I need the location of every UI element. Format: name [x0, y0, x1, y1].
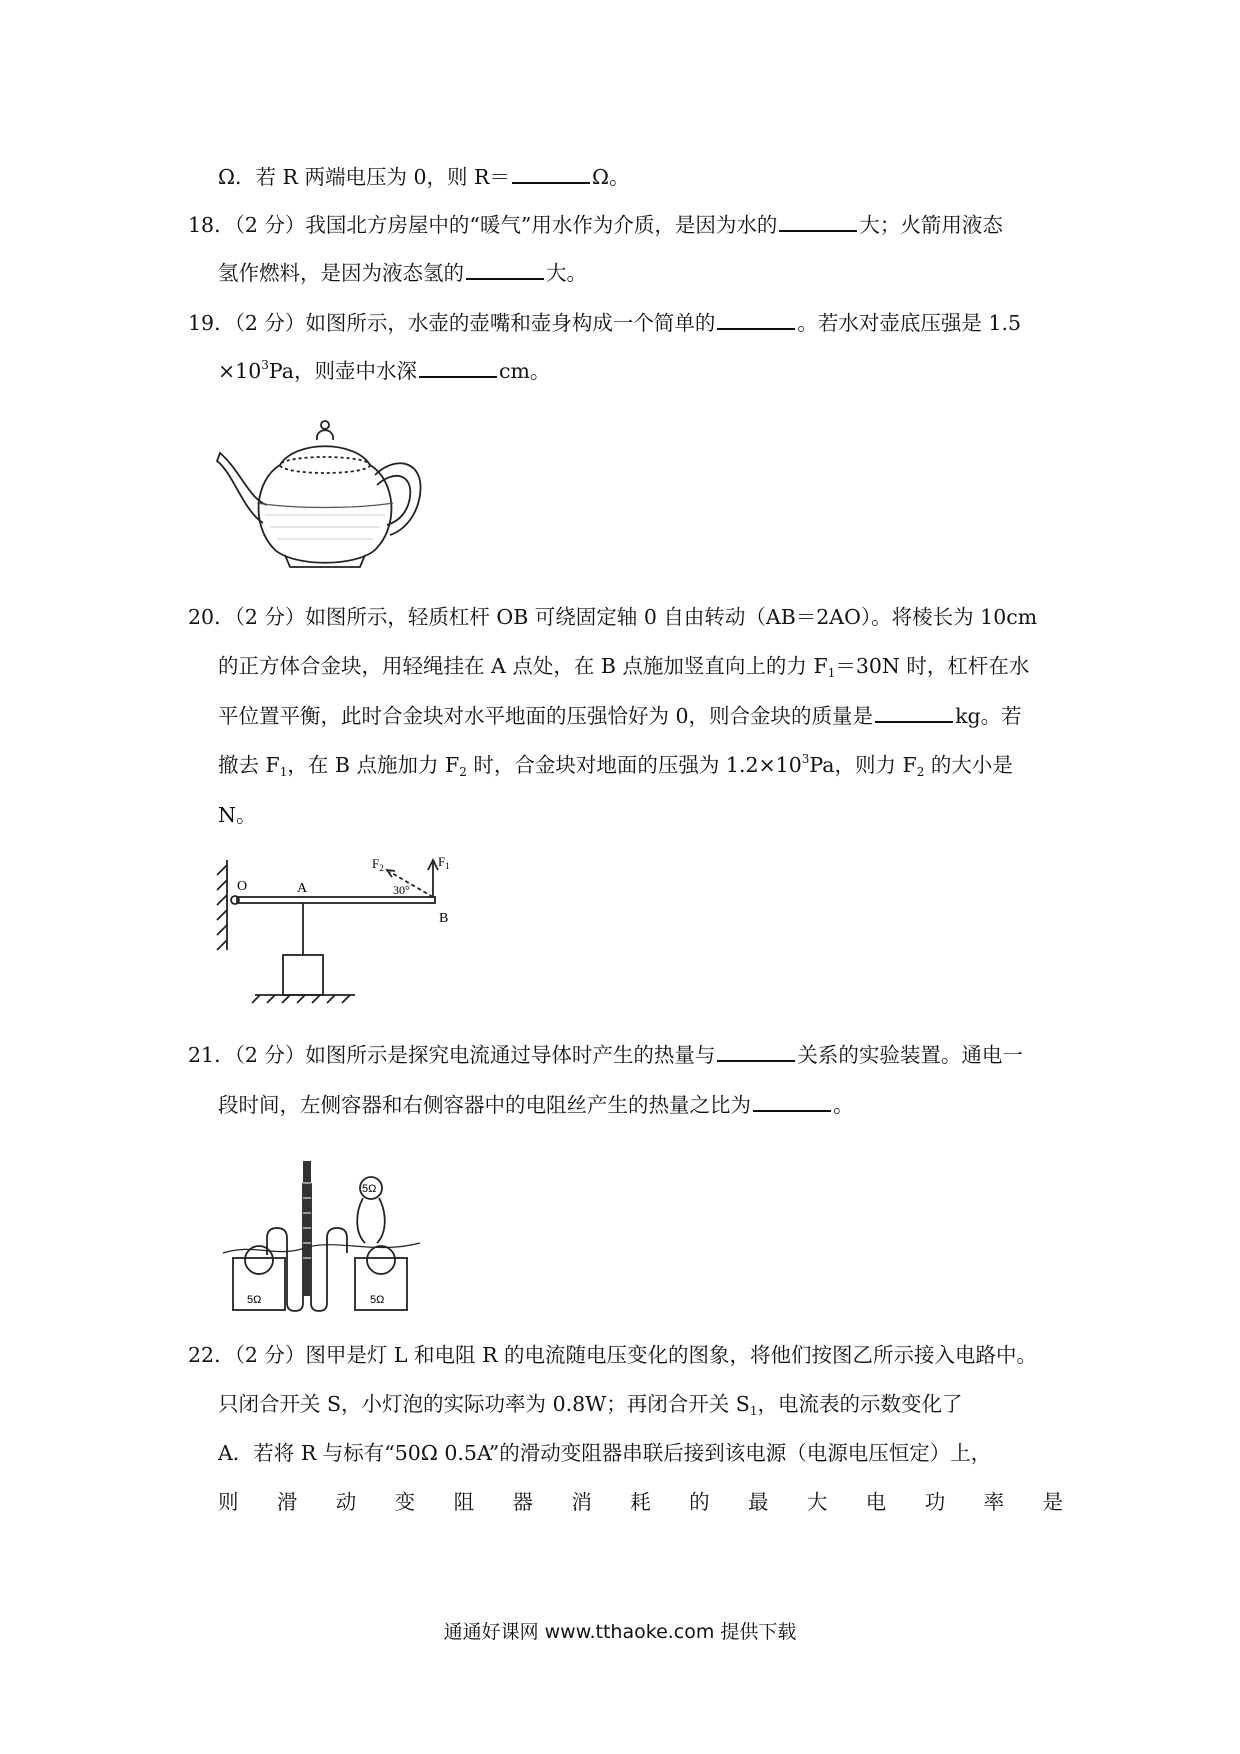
left-resistor-label: 5Ω	[247, 1294, 262, 1306]
joule-heating-drawing	[215, 1143, 425, 1313]
q21-text: 如图所示是探究电流通过导体时产生的热量与	[305, 1043, 716, 1067]
q21-line1	[188, 1040, 1023, 1070]
q19-text: ×10	[218, 359, 262, 383]
q19-text: 。若水对壶底压强是 1.5	[797, 311, 1022, 335]
q20-subscript: 1	[279, 765, 288, 779]
q22-char: 最	[748, 1490, 769, 1514]
q20-text: Pa，则力 F	[809, 753, 917, 777]
lever-figure	[215, 850, 465, 1010]
label-angle: 30°	[393, 883, 410, 897]
q20-line2	[218, 651, 1029, 681]
water-line	[257, 503, 393, 508]
q20-line1	[188, 602, 1037, 632]
q22-char: 滑	[276, 1490, 298, 1514]
q18-text: 氢作燃料，是因为液态氢的	[218, 261, 464, 285]
q20-text: N。	[218, 803, 257, 827]
q22-char: 则	[218, 1490, 239, 1514]
q20-text: kg。若	[955, 704, 1022, 728]
q22-char: 耗	[630, 1490, 651, 1514]
teapot-figure	[215, 405, 430, 575]
teapot-drawing	[215, 405, 430, 575]
q18-text: 大；火箭用液态	[859, 213, 1003, 237]
q18-line2	[218, 258, 587, 288]
right-air-bulb	[367, 1246, 395, 1274]
q19-line2	[218, 356, 550, 386]
q22-line2	[218, 1389, 962, 1419]
q20-text: 的正方体合金块，用轻绳挂在 A 点处，在 B 点施加竖直向上的力 F	[218, 654, 828, 678]
q19-line1	[188, 308, 1021, 338]
q20-subscript: 2	[459, 765, 467, 779]
q18-answer-blank-1[interactable]	[779, 210, 857, 232]
q20-subscript: 2	[916, 765, 925, 779]
q20-exponent: 3	[801, 752, 810, 766]
q20-text: ，在 B 点施加力 F	[287, 753, 460, 777]
q22-text: ，电流表的示数变化了	[757, 1392, 963, 1416]
q21-text: 。	[833, 1093, 854, 1117]
q19-number: 19．（2 分）	[188, 311, 306, 335]
q20-text: 如图所示，轻质杠杆 OB 可绕固定轴 0 自由转动（AB＝2AO）。将棱长为 10cm	[305, 605, 1038, 629]
label-a: A	[297, 881, 308, 896]
q20-text: ＝30N 时，杠杆在水	[835, 654, 1030, 678]
right-u-tube	[311, 1228, 347, 1311]
label-f1: $F_1$	[438, 854, 450, 871]
q21-text: 段时间，左侧容器和右侧容器中的电阻丝产生的热量之比为	[218, 1093, 751, 1117]
q20-number: 20．（2 分）	[188, 605, 306, 629]
q19-text: cm。	[499, 359, 551, 383]
q22-char: 阻	[453, 1490, 475, 1514]
q19-answer-blank-2[interactable]	[419, 356, 497, 378]
q21-number: 21．（2 分）	[188, 1043, 306, 1067]
q20-text: 时，合金块对地面的压强为 1.2×10	[466, 753, 802, 777]
q22-char: 动	[335, 1490, 357, 1514]
q20-answer-blank-1[interactable]	[875, 701, 953, 723]
q17-tail-line	[218, 162, 629, 192]
q20-text: 平位置平衡，此时合金块对水平地面的压强恰好为 0，则合金块的质量是	[218, 704, 874, 728]
q22-char: 功	[924, 1490, 946, 1514]
q20-text: 撤去 F	[218, 753, 280, 777]
q21-answer-blank-1[interactable]	[717, 1040, 795, 1062]
q17-answer-blank[interactable]	[512, 162, 590, 184]
q18-line1	[188, 210, 1003, 240]
q22-subscript: 1	[749, 1404, 758, 1418]
q20-line5	[218, 800, 256, 830]
label-b: B	[439, 911, 449, 926]
q22-char: 是	[1042, 1490, 1063, 1514]
q22-line1	[188, 1340, 1037, 1370]
q17-text-end: Ω。	[591, 165, 630, 189]
q22-line3	[218, 1438, 991, 1468]
lever-drawing	[215, 850, 465, 1010]
alloy-block	[283, 955, 323, 995]
q22-char: 变	[394, 1490, 416, 1514]
q22-char: 消	[571, 1490, 592, 1514]
q22-char: 器	[512, 1490, 533, 1514]
q22-text: A．若将 R 与标有“50Ω 0.5A”的滑动变阻器串联后接到该电源（电源电压恒定）上，	[218, 1441, 992, 1465]
page-footer: 通通好课网 www.tthaoke.com 提供下载	[443, 1621, 797, 1643]
q18-text: 我国北方房屋中的“暖气”用水作为介质，是因为水的	[305, 213, 778, 237]
q22-char: 大	[806, 1490, 828, 1514]
label-o: O	[237, 879, 248, 894]
lever-bar	[237, 897, 435, 903]
top-resistor-label: 5Ω	[362, 1183, 377, 1195]
q20-text: 的大小是	[924, 753, 1013, 777]
q20-subscript: 1	[827, 666, 836, 680]
q20-line3	[218, 701, 1022, 731]
q22-char: 电	[865, 1490, 887, 1514]
q19-text: Pa，则壶中水深	[268, 359, 418, 383]
q18-number: 18．（2 分）	[188, 213, 306, 237]
q18-answer-blank-2[interactable]	[466, 258, 544, 280]
q19-exponent: 3	[261, 358, 269, 372]
q21-text: 关系的实验装置。通电一	[797, 1043, 1023, 1067]
q22-line4	[218, 1487, 1063, 1517]
label-f2: $F_2$	[372, 856, 384, 873]
q21-line2	[218, 1090, 854, 1120]
q18-text: 大。	[546, 261, 587, 285]
q22-text: 图甲是灯 L 和电阻 R 的电流随电压变化的图象，将他们按图乙所示接入电路中。	[305, 1343, 1038, 1367]
q22-char: 的	[689, 1490, 710, 1514]
q19-answer-blank-1[interactable]	[717, 308, 795, 330]
q20-line4	[218, 750, 1013, 780]
q22-text: 只闭合开关 S，小灯泡的实际功率为 0.8W；再闭合开关 S	[218, 1392, 750, 1416]
q21-answer-blank-2[interactable]	[753, 1090, 831, 1112]
q19-text: 如图所示，水壶的壶嘴和壶身构成一个简单的	[305, 311, 716, 335]
q22-char: 率	[983, 1490, 1005, 1514]
joule-heating-figure	[215, 1143, 425, 1313]
q17-text: Ω．若 R 两端电压为 0，则 R＝	[218, 165, 510, 189]
right-resistor-label: 5Ω	[370, 1294, 385, 1306]
q22-number: 22．（2 分）	[188, 1343, 306, 1367]
